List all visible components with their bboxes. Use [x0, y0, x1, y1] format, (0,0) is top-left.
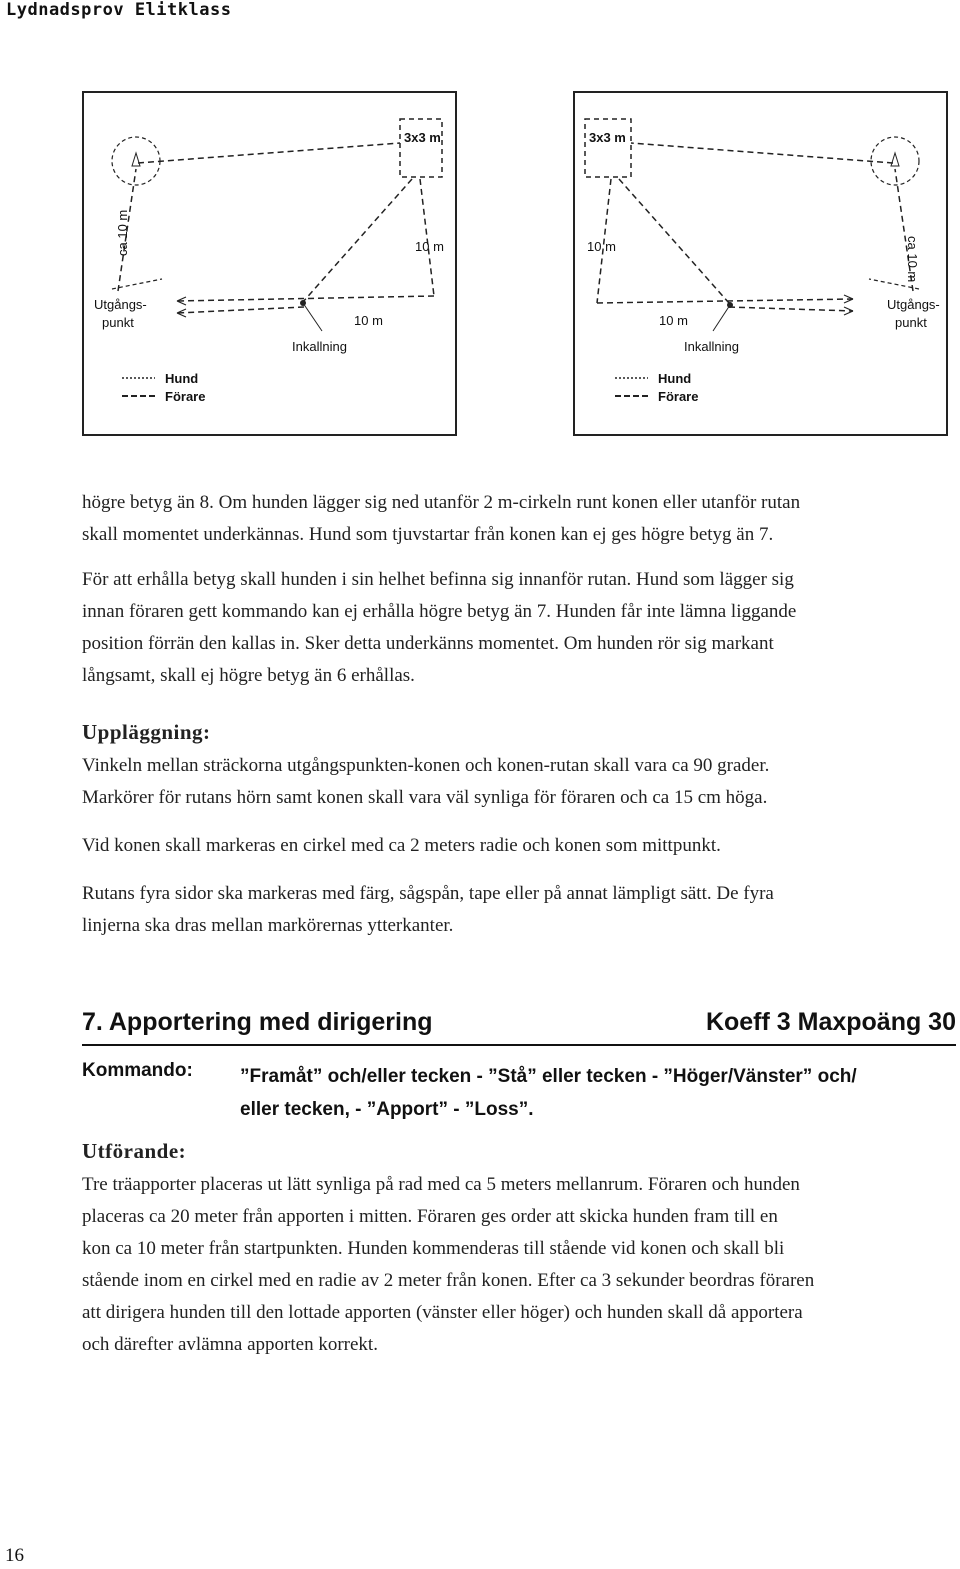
side-distance-label: 10 m	[587, 239, 616, 254]
paragraph-5	[82, 878, 957, 942]
text-line: långsamt, skall ej högre betyg än 6 erhållas.	[82, 665, 415, 686]
text-line: Vid konen skall markeras en cirkel med ca 2 meters radie och konen som mittpunkt.	[82, 835, 721, 856]
section-title: 7. Apportering med dirigering	[82, 1008, 433, 1036]
text-line: Markörer för rutans hörn samt konen skall vara väl synliga för föraren och ca 15 cm höga.	[82, 787, 768, 808]
command-label: Kommando:	[82, 1060, 193, 1081]
text-line: För att erhålla betyg skall hunden i sin helhet befinna sig innanför rutan. Hund som lägger sig	[82, 569, 794, 590]
text-line: högre betyg än 8. Om hunden lägger sig ned utanför 2 m-cirkeln runt konen eller utanför rutan	[82, 492, 801, 513]
bottom-distance-label: 10 m	[659, 313, 688, 328]
text-line: och därefter avlämna apporten korrekt.	[82, 1334, 378, 1355]
diagram-left	[82, 91, 457, 436]
text-line: eller tecken, - ”Apport” - ”Loss”.	[240, 1099, 534, 1120]
legend-dog: Hund	[165, 371, 199, 386]
execution-paragraph	[82, 1169, 957, 1361]
legend-handler: Förare	[658, 389, 699, 404]
side-distance-label: 10 m	[415, 239, 444, 254]
text-line: innan föraren gett kommando kan ej erhålla högre betyg än 7. Hunden får inte lämna liggande	[82, 601, 797, 622]
text-line: ”Framåt” och/eller tecken - ”Stå” eller tecken - ”Höger/Vänster” och/	[240, 1066, 857, 1087]
start-label-line1: Utgångs-	[887, 297, 940, 312]
command-text	[240, 1060, 950, 1126]
section-title-bar	[82, 1008, 956, 1046]
box-label: 3x3 m	[589, 130, 626, 145]
start-label-line2: punkt	[102, 315, 134, 330]
document-header: Lydnadsprov Elitklass	[6, 0, 232, 20]
text-line: linjerna ska dras mellan markörernas ytterkanter.	[82, 915, 454, 936]
text-line: att dirigera hunden till den lottade apporten (vänster eller höger) och hunden skall då apportera	[82, 1302, 803, 1323]
paragraph-2	[82, 564, 957, 692]
section-coefficient: Koeff 3 Maxpoäng 30	[705, 1008, 956, 1036]
paragraph-1	[82, 487, 957, 551]
text-line: kon ca 10 meter från startpunkten. Hunden kommenderas till stående vid konen och skall bli	[82, 1238, 785, 1259]
text-line: position förrän den kallas in. Sker detta underkänns momentet. Om hunden rör sig markant	[82, 633, 774, 654]
paragraph-3	[82, 750, 957, 814]
text-line: Vinkeln mellan sträckorna utgångspunkten-konen och konen-rutan skall vara ca 90 grader.	[82, 755, 770, 776]
bottom-distance-label: 10 m	[354, 313, 383, 328]
text-line: skall momentet underkännas. Hund som tjuvstartar från konen kan ej ges högre betyg än 7.	[82, 524, 774, 545]
text-line: Tre träapporter placeras ut lätt synliga på rad med ca 5 meters mellanrum. Föraren och hunden	[82, 1174, 800, 1195]
paragraph-4	[82, 830, 957, 862]
legend-dog: Hund	[658, 371, 692, 386]
start-label-line2: punkt	[895, 315, 927, 330]
page-number: 16	[5, 1545, 24, 1566]
legend-handler: Förare	[165, 389, 206, 404]
execution-heading: Utförande:	[82, 1139, 187, 1163]
recall-label: Inkallning	[292, 339, 347, 354]
text-line: placeras ca 20 meter från apporten i mitten. Föraren ges order att skicka hunden fram till en	[82, 1206, 778, 1227]
text-line: stående inom en cirkel med en radie av 2 meter från konen. Efter ca 3 sekunder beordras föraren	[82, 1270, 815, 1291]
circle-distance-label: ca 10 m	[905, 236, 920, 283]
box-label: 3x3 m	[404, 130, 441, 145]
start-label-line1: Utgångs-	[94, 297, 147, 312]
circle-distance-label: ca 10 m	[115, 209, 130, 256]
recall-label: Inkallning	[684, 339, 739, 354]
setup-heading: Uppläggning:	[82, 720, 211, 744]
diagram-right	[573, 91, 948, 436]
text-line: Rutans fyra sidor ska markeras med färg, sågspån, tape eller på annat lämpligt sätt. De fyra	[82, 883, 774, 904]
